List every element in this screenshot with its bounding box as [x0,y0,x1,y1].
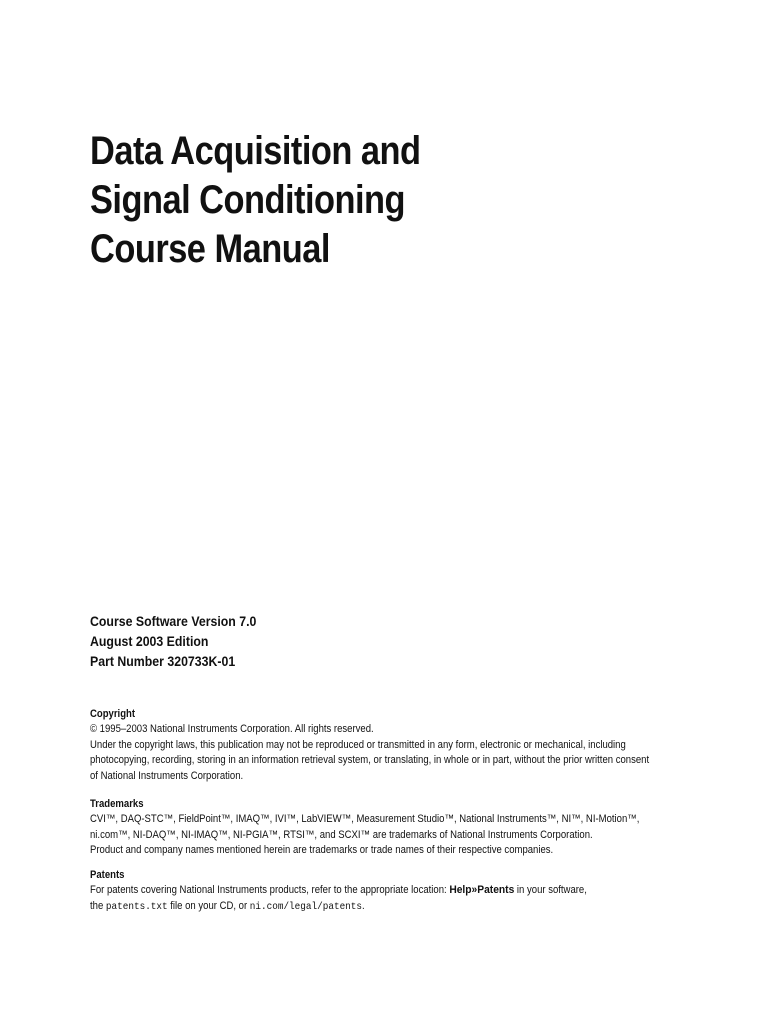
title-line-2: Signal Conditioning [90,178,406,222]
patents-text: For patents covering National Instruments products, refer to the appropriate location: [90,884,450,896]
edition-date: August 2003 Edition [90,633,209,649]
copyright-line: of National Instruments Corporation. [90,769,244,782]
copyright-section [90,707,690,784]
trademarks-line: Product and company names mentioned herein are trademarks or trade names of their respective companies. [90,844,554,856]
copyright-heading: Copyright [90,708,136,720]
trademarks-section [90,797,690,859]
patents-line-1 [90,883,630,899]
copyright-line: Under the copyright laws, this publication may not be reproduced or transmitted in any form, electronic or mechanical, including [90,738,626,751]
patents-text: the [90,899,106,912]
patents-line-2 [90,899,630,916]
copyright-line: photocopying, recording, storing in an information retrieval system, or translating, in whole or in part, without the prior written consent [90,754,650,766]
help-patents-menu-path: Help»Patents [449,884,515,896]
manual-title [90,127,690,274]
title-line-1: Data Acquisition and [90,129,421,173]
patents-url: ni.com/legal/patents [249,900,363,913]
title-line-3: Course Manual [90,227,330,271]
patents-text: . [362,899,365,912]
patents-heading: Patents [90,869,125,881]
patents-text: file on your CD, or [167,899,250,912]
patents-file-name: patents.txt [105,900,168,913]
trademarks-line: ni.com™, NI-DAQ™, NI-IMAQ™, NI-PGIA™, RTSI™, and SCXI™ are trademarks of National Instruments Corporation. [90,828,593,841]
part-number: Part Number 320733K-01 [90,653,236,669]
trademarks-line: CVI™, DAQ-STC™, FieldPoint™, IMAQ™, IVI™, LabVIEW™, Measurement Studio™, National Instruments™, NI™, NI-Motion™, [90,813,640,825]
edition-info [90,611,590,671]
software-version: Course Software Version 7.0 [90,613,257,629]
copyright-line: © 1995–2003 National Instruments Corporation. All rights reserved. [90,723,374,735]
patents-text: in your software, [514,884,587,896]
patents-section [90,868,690,915]
trademarks-heading: Trademarks [90,798,144,810]
